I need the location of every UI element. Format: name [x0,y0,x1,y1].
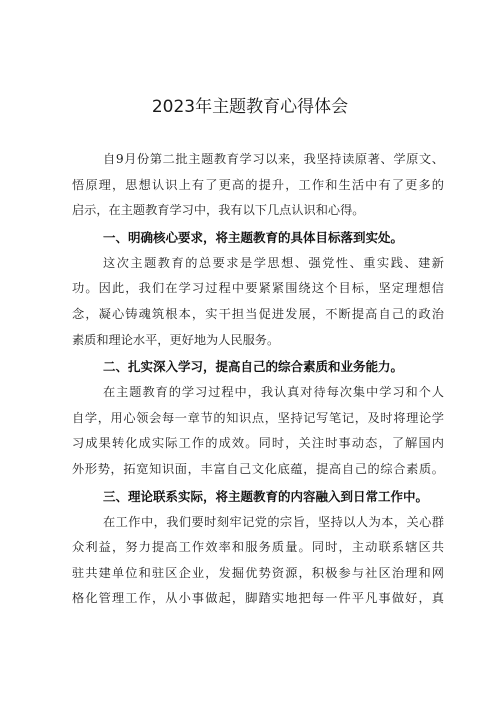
paragraph-line: 在工作中，我们要时刻牢记党的宗旨，坚持以人为本，关心群 [103,514,444,529]
paragraph-line: 格化管理工作，从小事做起，脚踏实地把每一件平凡事做好，真 [72,591,444,606]
section-2 [72,353,444,482]
paragraph-line: 素质和理论水平，更好地为人民服务。 [72,332,280,347]
paragraph-line: 驻共建单位和驻区企业，发掘优势资源，积极参与社区治理和网 [72,565,444,580]
paragraph-line: 悟原理，思想认识上有了更高的提升，工作和生活中有了更多的 [72,177,444,192]
paragraph-line: 习成果转化成实际工作的成效。同时，关注时事动态，了解国内 [72,436,444,451]
paragraph-line: 功。因此，我们在学习过程中要紧紧围绕这个目标，坚定理想信 [72,281,444,296]
paragraph-line: 这次主题教育的总要求是学思想、强党性、重实践、建新 [103,255,444,270]
section-3 [72,483,444,612]
section-heading: 三、理论联系实际，将主题教育的内容融入到日常工作中。 [103,488,429,504]
paragraph-line: 众利益，努力提高工作效率和服务质量。同时，主动联系辖区共 [72,540,444,555]
document-body [72,147,444,612]
section-heading: 一、明确核心要求，将主题教育的具体目标落到实处。 [103,229,404,245]
paragraph-line: 自9月份第二批主题教育学习以来，我坚持读原著、学原文、 [103,152,444,166]
intro-paragraph [72,147,444,224]
paragraph-line: 启示，在主题教育学习中，我有以下几点认识和心得。 [72,203,365,218]
section-heading: 二、扎实深入学习，提高自己的综合素质和业务能力。 [103,359,404,375]
document-title: 2023年主题教育心得体会 [151,97,349,117]
paragraph-line: 念，凝心铸魂筑根本，实干担当促进发展，不断提高自己的政治 [72,306,444,321]
paragraph-line: 自学，用心领会每一章节的知识点，坚持记写笔记，及时将理论学 [72,410,444,425]
paragraph-line: 外形势，拓宽知识面，丰富自己文化底蕴，提高自己的综合素质。 [72,461,444,476]
section-1 [72,224,444,353]
paragraph-line: 在主题教育的学习过程中，我认真对待每次集中学习和个人 [103,385,444,400]
